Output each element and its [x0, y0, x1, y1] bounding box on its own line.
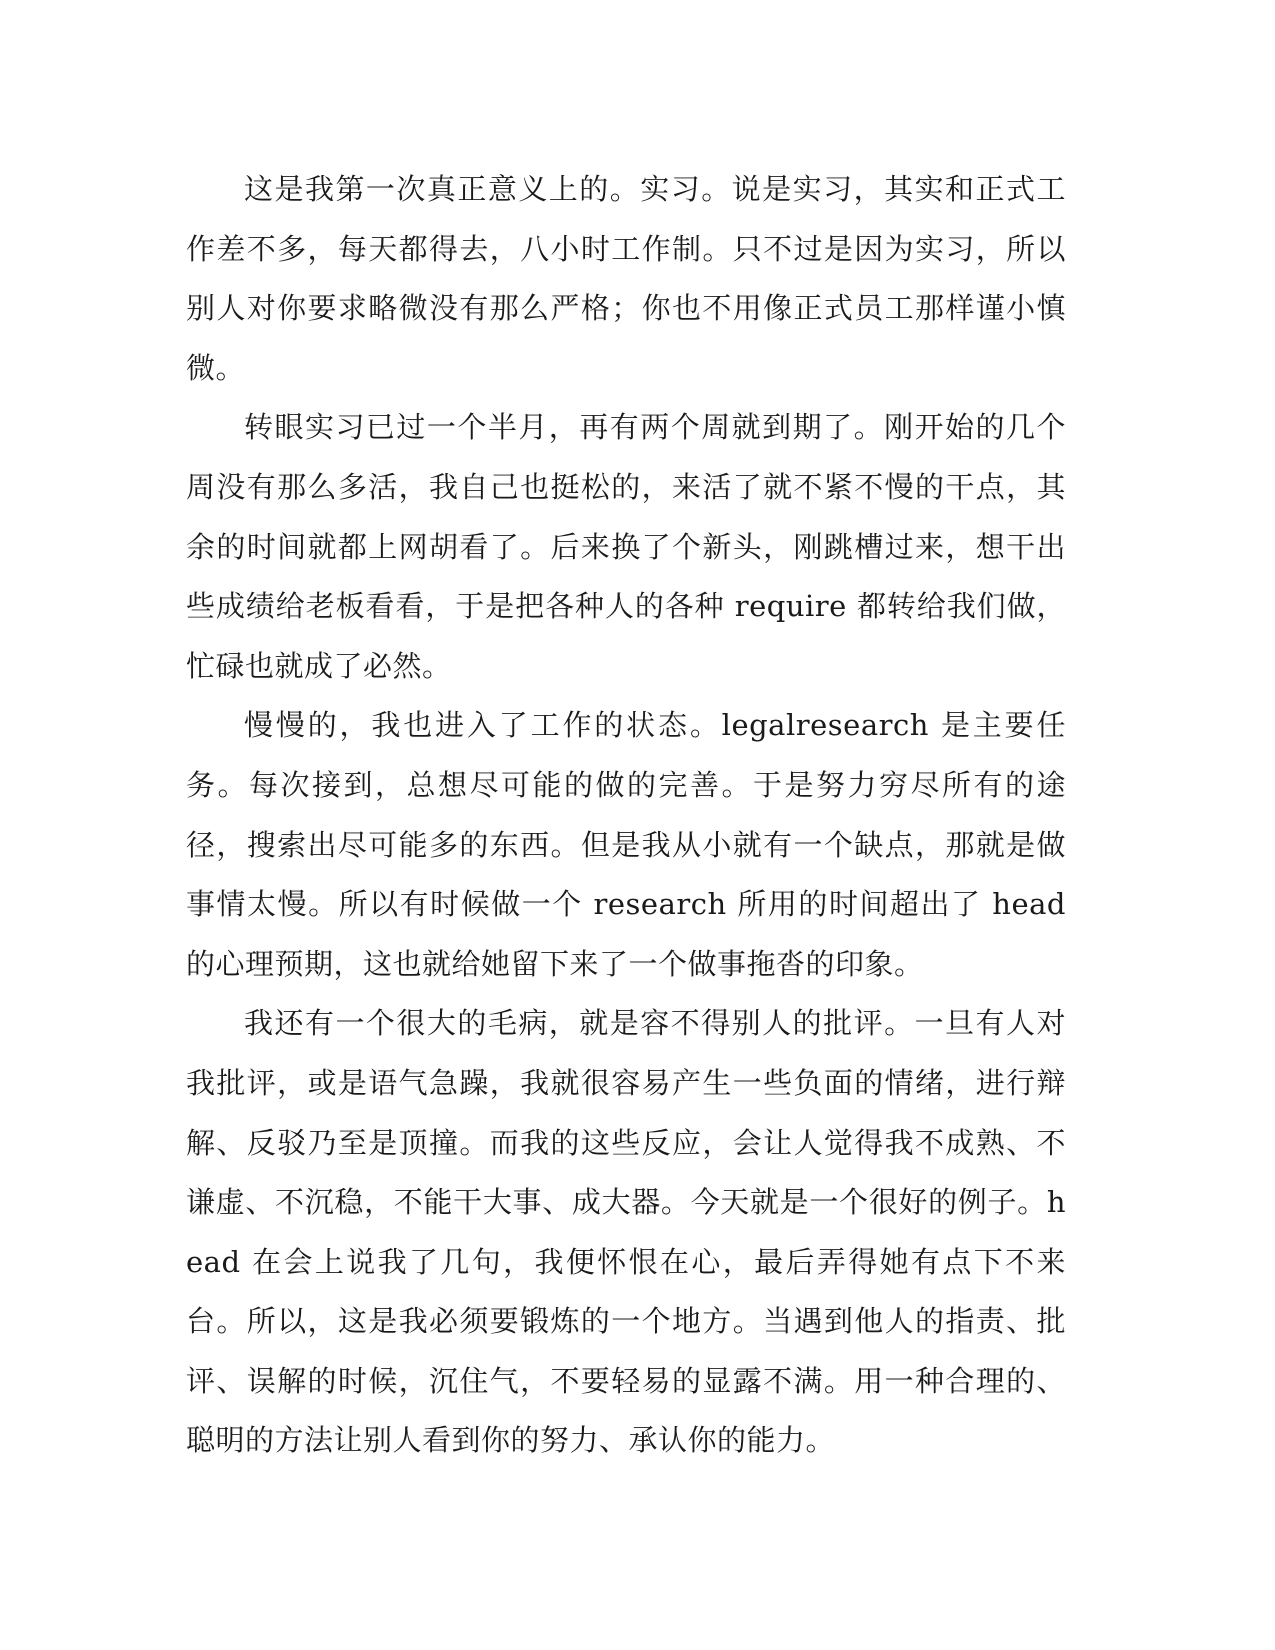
document-body — [186, 160, 1066, 1471]
paragraph-2: 转眼实习已过一个半月，再有两个周就到期了。刚开始的几个周没有那么多活，我自己也挺松的，来活了就不紧不慢的干点，其余的时间就都上网胡看了。后来换了个新头，刚跳槽过来，想干出些成绩给老板看看，于是把各种人的各种 require 都转给我们做，忙碌也就成了必然。 — [186, 410, 1066, 683]
paragraph-1: 这是我第一次真正意义上的。实习。说是实习，其实和正式工作差不多，每天都得去，八小时工作制。只不过是因为实习，所以别人对你要求略微没有那么严格；你也不用像正式员工那样谨小慎微。 — [186, 172, 1066, 385]
paragraph-4: 我还有一个很大的毛病，就是容不得别人的批评。一旦有人对我批评，或是语气急躁，我就很容易产生一些负面的情绪，进行辩解、反驳乃至是顶撞。而我的这些反应，会让人觉得我不成熟、不谦虚、不沉稳，不能干大事、成大器。今天就是一个很好的例子。head 在会上说我了几句，我便怀恨在心，最后弄得她有点下不来台。所以，这是我必须要锻炼的一个地方。当遇到他人的指责、批评、误解的时候，沉住气，不要轻易的显露不满。用一种合理的、聪明的方法让别人看到你的努力、承认你的能力。 — [186, 1006, 1066, 1458]
paragraph-3: 慢慢的，我也进入了工作的状态。legalresearch 是主要任务。每次接到，总想尽可能的做的完善。于是努力穷尽所有的途径，搜索出尽可能多的东西。但是我从小就有一个缺点，那就是做事情太慢。所以有时候做一个 research 所用的时间超出了 head 的心理预期，这也就给她留下来了一个做事拖沓的印象。 — [186, 708, 1066, 981]
